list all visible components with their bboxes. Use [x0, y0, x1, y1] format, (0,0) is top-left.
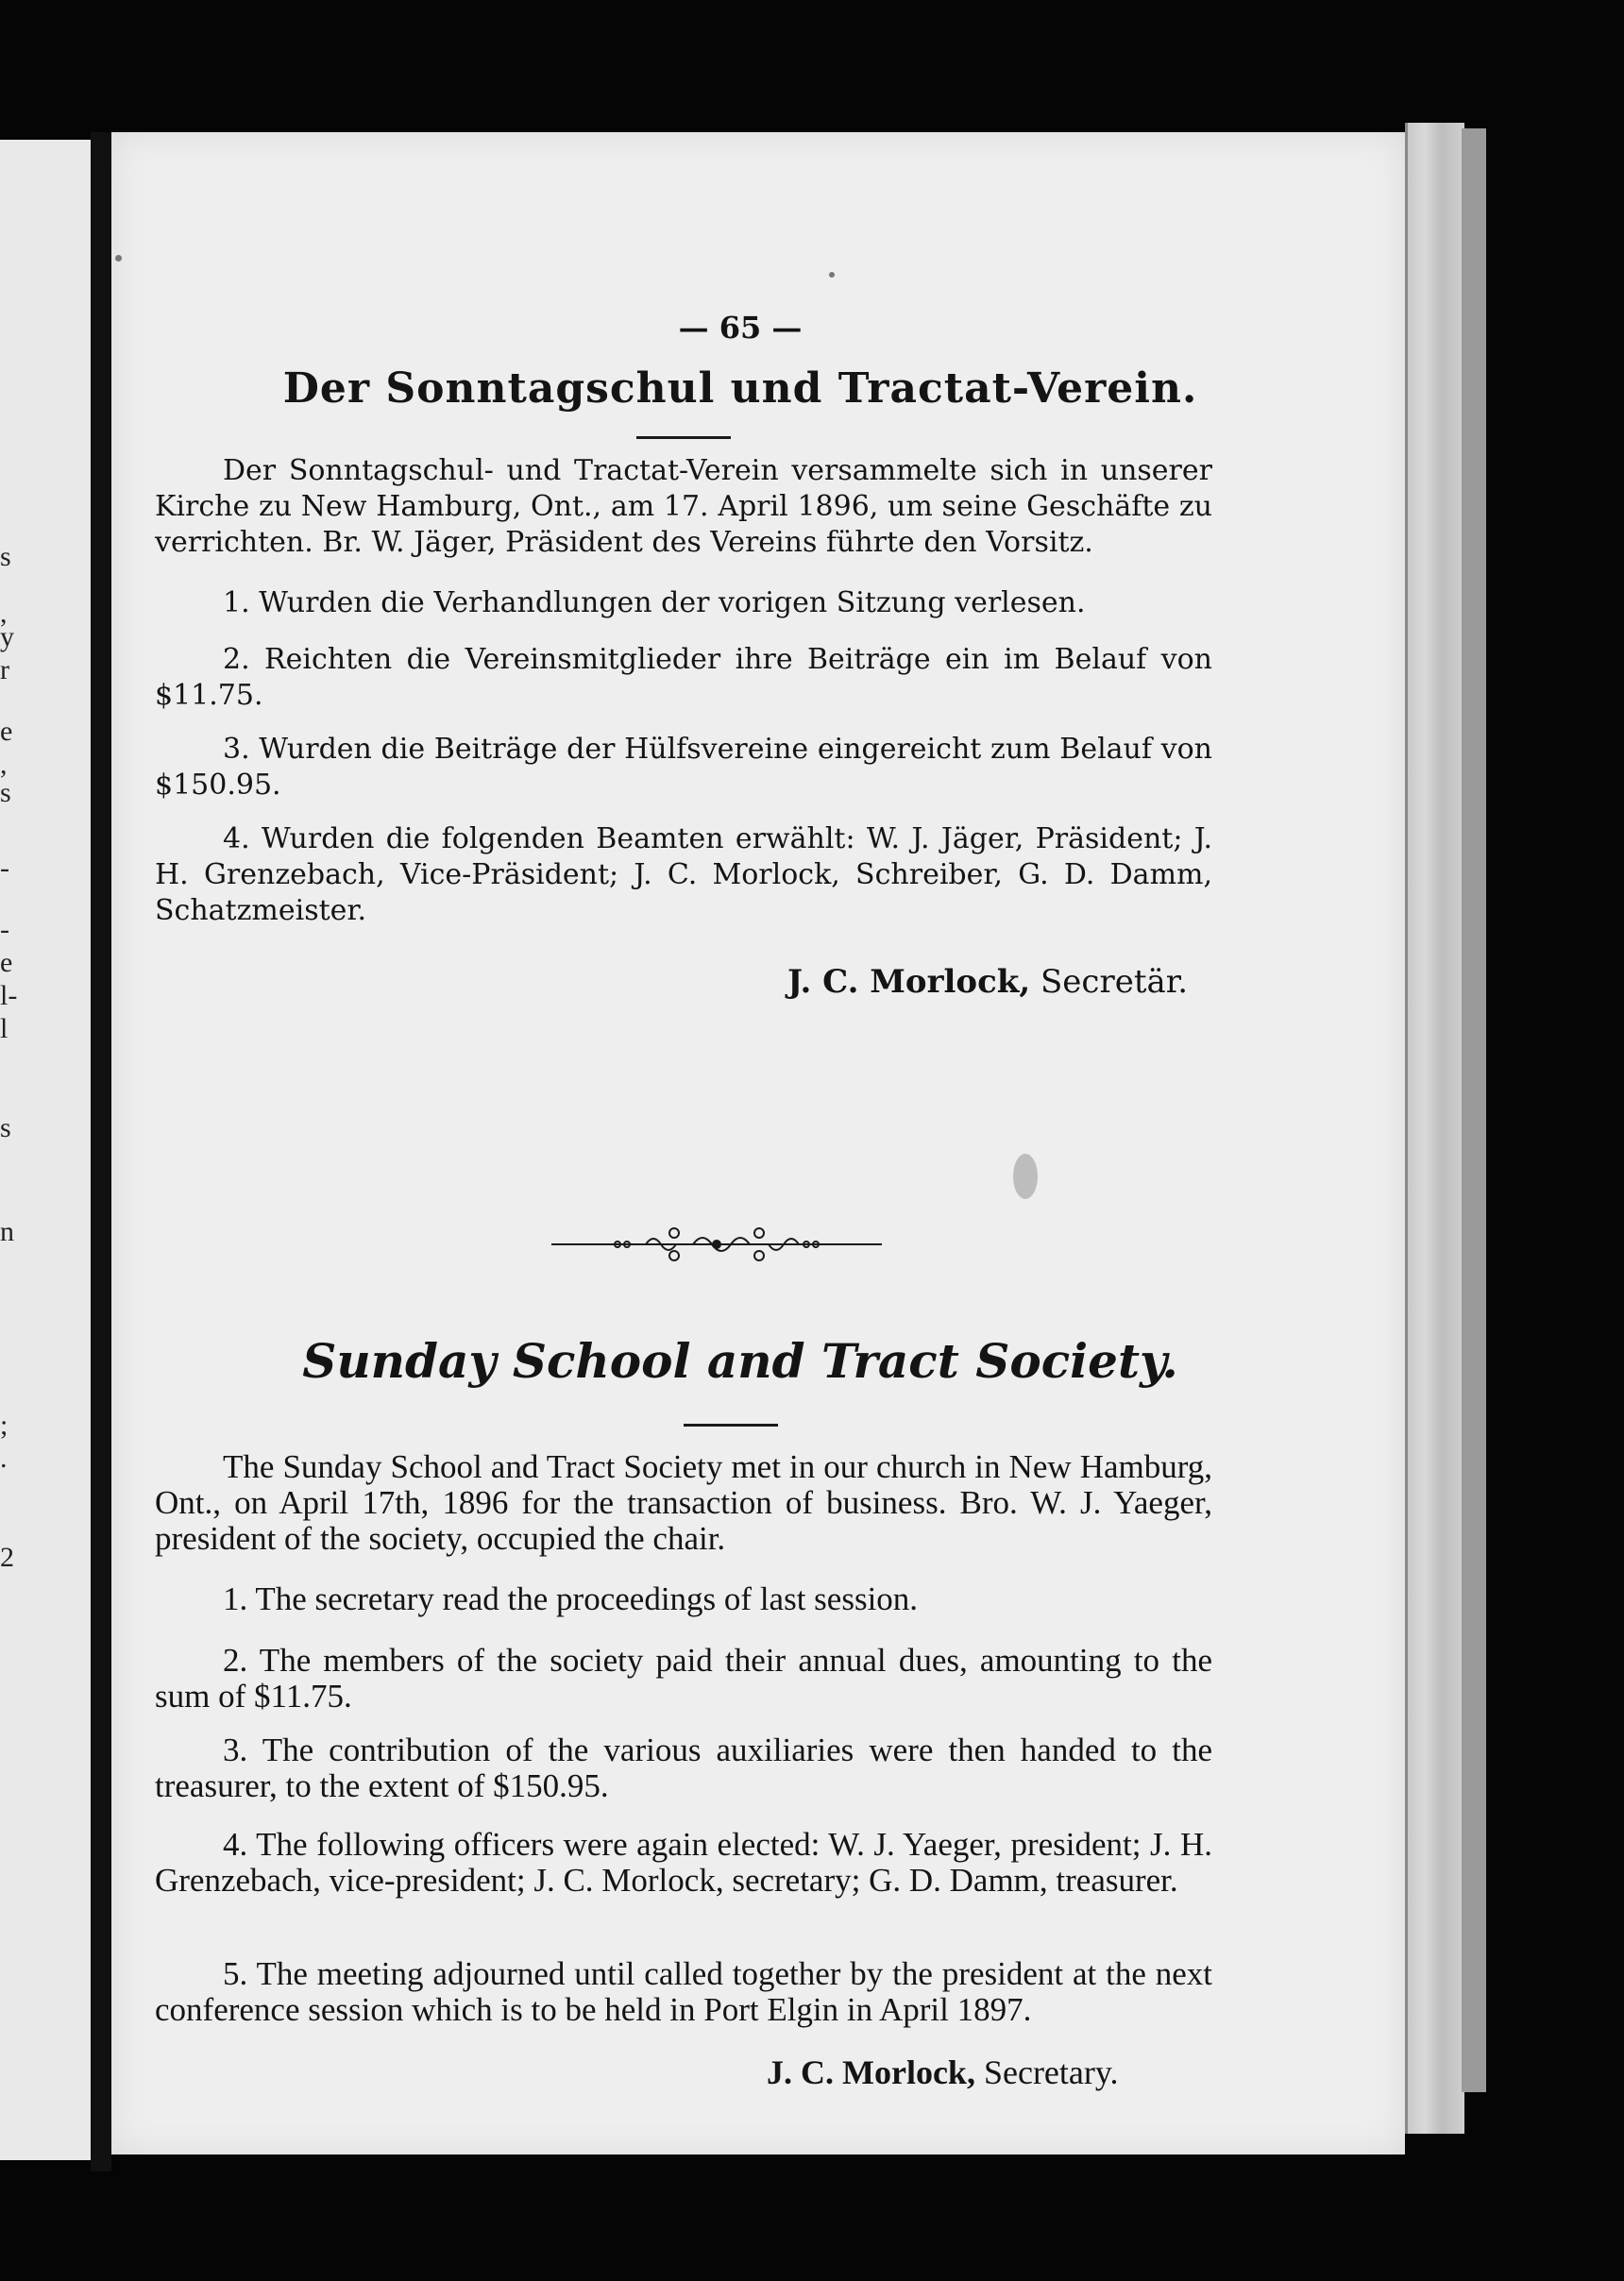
german-item-2: 2. Reichten die Vereinsmitglieder ihre Beiträge ein im Belauf von $11.75. — [155, 643, 1212, 712]
left-page-fragment: . — [0, 1443, 8, 1474]
page-edge — [1405, 123, 1464, 2134]
left-page-fragment: s — [0, 1112, 11, 1143]
left-page-fragment: e — [0, 947, 13, 978]
signature-name: J. C. Morlock, — [767, 2053, 975, 2091]
ornamental-divider — [551, 1225, 882, 1263]
left-page-fragment: n — [0, 1216, 14, 1247]
left-page-fragment: e — [0, 716, 13, 747]
english-signature — [767, 2053, 1119, 2092]
german-intro-paragraph: Der Sonntagschul- und Tractat-Verein versammelte sich in unserer Kirche zu New Hamburg, Ont., am 17. April 1896, um seine Geschäfte zu verrichten. Br. W. Jäger, Präsident des Vereins führte den Vorsitz. — [155, 454, 1212, 559]
left-page-fragment: y — [0, 621, 14, 652]
german-item-4: 4. Wurden die folgenden Beamten erwählt: W. J. Jäger, Präsident; J. H. Grenzebach, Vice-Präsident; J. C. Morlock, Schreiber, G. D. Damm, Schatzmeister. — [155, 822, 1212, 927]
book-gutter — [91, 132, 111, 2171]
page-number: — 65 — — [678, 310, 803, 346]
left-facing-page — [0, 140, 91, 2160]
english-intro-paragraph: The Sunday School and Tract Society met in our church in New Hamburg, Ont., on April 17th, 1896 for the transaction of business. Bro. W. J. Yaeger, president of the society, occupied the chair. — [155, 1448, 1212, 1557]
book-page — [111, 132, 1405, 2154]
left-page-fragment: s — [0, 541, 11, 572]
german-item-1: 1. Wurden die Verhandlungen der vorigen Sitzung verlesen. — [223, 586, 1086, 619]
german-item-3: 3. Wurden die Beiträge der Hülfsvereine eingereicht zum Belauf von $150.95. — [155, 733, 1212, 802]
english-item-1: 1. The secretary read the proceedings of last session. — [223, 1580, 919, 1617]
english-item-2: 2. The members of the society paid their annual dues, amounting to the sum of $11.75. — [155, 1642, 1212, 1715]
english-section-title: Sunday School and Tract Society. — [302, 1333, 1178, 1389]
signature-name: J. C. Morlock, — [787, 963, 1031, 1001]
left-page-fragment: - — [0, 914, 9, 945]
english-item-4: 4. The following officers were again elected: W. J. Yaeger, president; J. H. Grenzebach, vice-president; J. C. Morlock, secretary; G. D. Damm, treasurer. — [155, 1826, 1212, 1899]
english-item-5: 5. The meeting adjourned until called together by the president at the next conference session which is to be held in Port Elgin in April 1897. — [155, 1955, 1212, 2028]
left-page-fragment: , — [0, 598, 8, 629]
german-signature — [787, 963, 1188, 1001]
title-rule — [636, 436, 731, 439]
left-page-fragment: ; — [0, 1410, 8, 1441]
page-edge-shadow — [1462, 128, 1486, 2092]
left-page-fragment: l- — [0, 980, 18, 1011]
signature-title: Secretär. — [1040, 963, 1189, 1001]
left-page-fragment: s — [0, 777, 11, 808]
left-page-fragment: - — [0, 853, 9, 884]
left-page-fragment: r — [0, 654, 9, 685]
left-page-fragment: , — [0, 749, 8, 780]
left-page-fragment: 2 — [0, 1542, 14, 1573]
english-item-3: 3. The contribution of the various auxiliaries were then handed to the treasurer, to the extent of $150.95. — [155, 1732, 1212, 1804]
left-page-fragment: l — [0, 1013, 8, 1044]
german-section-title: Der Sonntagschul und Tractat-Verein. — [282, 364, 1198, 413]
title-rule — [684, 1424, 778, 1427]
signature-title: Secretary. — [983, 2053, 1119, 2091]
